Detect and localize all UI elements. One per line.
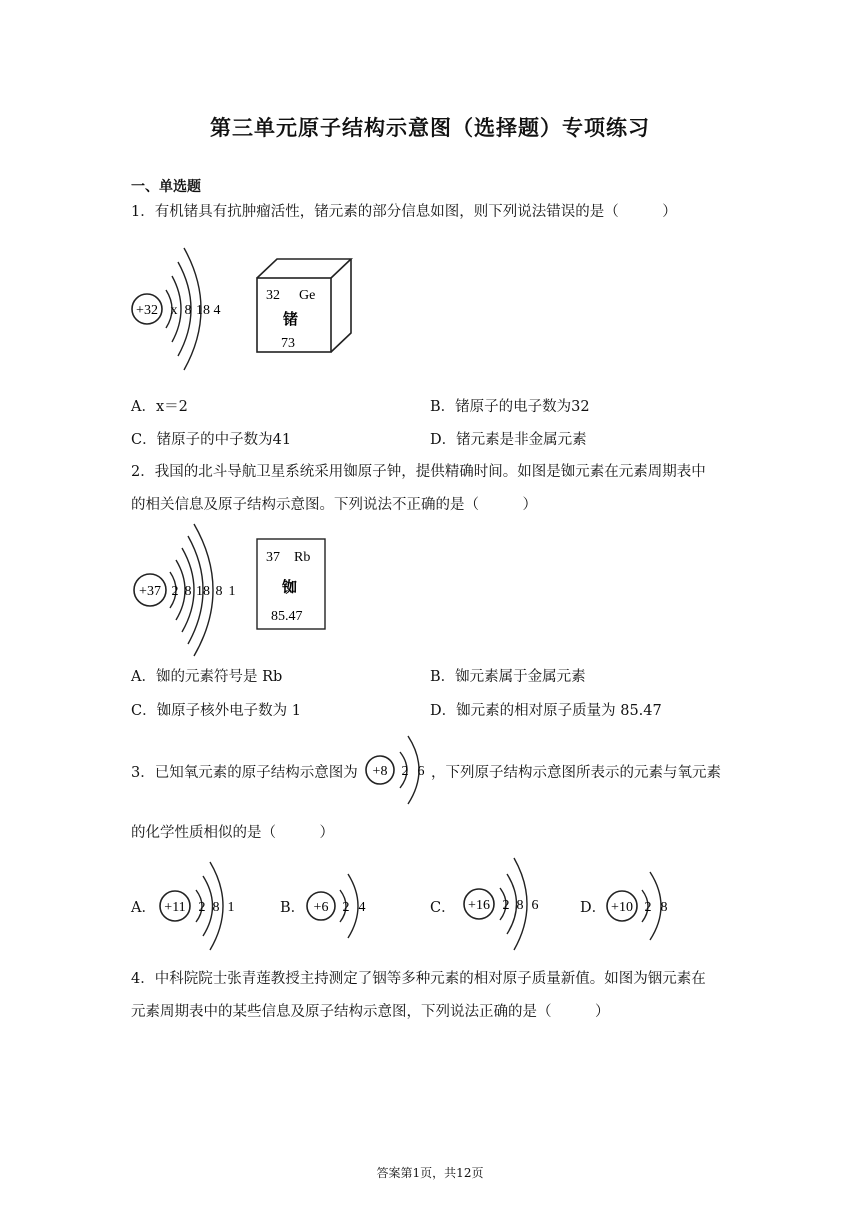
q2-element-name: 铷 [282,578,298,596]
q3a-shell-2: 8 [212,900,220,915]
q1-shell-4: 4 [213,303,221,318]
oxygen-shell-1: 2 [401,764,409,779]
question-1-stem: 1．有机锗具有抗肿瘤活性，锗元素的部分信息如图，则下列说法错误的是（ ） [131,204,677,220]
q3d-shell-2: 8 [660,900,668,915]
q2-atomic-mass: 85.47 [271,609,303,624]
q3b-shell-2: 4 [358,900,366,915]
q1-option-c: C．锗原子的中子数为41 [131,432,292,448]
oxygen-shell-2: 6 [417,764,425,779]
q2-shell-2: 8 [184,584,192,599]
q2-shell-5: 1 [228,584,236,599]
q3-option-d-label: D． [580,900,607,916]
page-footer: 答案第1页，共12页 [376,1166,484,1180]
question-2-stem-line2: 的相关信息及原子结构示意图。下列说法不正确的是（ ） [131,497,537,513]
question-4-stem-line1: 4．中科院院士张青莲教授主持测定了铟等多种元素的相对原子质量新值。如图为铟元素在 [131,971,706,987]
q1-symbol: Ge [299,288,316,303]
q3-option-b-label: B． [280,900,306,916]
q2-nucleus: +37 [139,584,161,599]
question-3-stem-line2: 的化学性质相似的是（ ） [131,825,334,841]
q2-option-d: D．铷元素的相对原子质量为 85.47 [430,703,662,719]
q3-option-c-diagram [460,852,550,956]
q2-atomic-number: 37 [266,550,280,565]
q3b-shell-1: 2 [342,900,350,915]
question-3-stem-part2: ，下列原子结构示意图所表示的元素与氧元素 [431,765,721,781]
q1-element-cube [254,256,354,356]
q3-option-d-diagram [604,866,684,946]
q2-symbol: Rb [294,550,311,565]
q3a-nucleus: +11 [164,900,186,915]
q3a-shell-3: 1 [227,900,235,915]
q2-shell-4: 8 [215,584,223,599]
section-heading: 一、单选题 [131,179,201,195]
question-4-stem-line2: 元素周期表中的某些信息及原子结构示意图，下列说法正确的是（ ） [131,1004,610,1020]
q1-shell-3: 18 [196,303,210,318]
q3c-shell-1: 2 [502,898,510,913]
q3-option-b-diagram [304,868,384,944]
q1-element-name: 锗 [283,310,299,328]
oxygen-nucleus: +8 [372,764,388,779]
q3c-shell-3: 6 [531,898,539,913]
q3d-shell-1: 2 [644,900,652,915]
q3-option-c-label: C． [430,900,456,916]
page-title: 第三单元原子结构示意图（选择题）专项练习 [210,116,650,140]
q2-element-box [256,538,326,630]
q1-atomic-mass: 73 [281,336,295,351]
q3b-nucleus: +6 [313,900,329,915]
q1-atomic-number: 32 [266,288,280,303]
oxygen-atom-diagram [362,728,437,814]
q1-option-b: B．锗原子的电子数为32 [430,399,590,415]
q3a-shell-1: 2 [198,900,206,915]
question-3-stem-part1: 3．已知氧元素的原子结构示意图为 [131,765,358,781]
q3-option-a-label: A． [131,900,156,916]
q1-option-a: A．x＝2 [131,399,188,415]
q3d-nucleus: +10 [611,900,633,915]
q1-nucleus: +32 [136,303,158,318]
q2-option-a: A．铷的元素符号是 Rb [131,669,283,685]
q1-shell-2: 8 [184,303,192,318]
q3-option-a-diagram [156,856,246,956]
q1-atom-diagram [128,240,238,380]
q1-shell-1: x [170,303,178,318]
q2-option-b: B．铷元素属于金属元素 [430,669,586,685]
q3c-shell-2: 8 [516,898,524,913]
q2-option-c: C．铷原子核外电子数为 1 [131,703,301,719]
q1-option-d: D．锗元素是非金属元素 [430,432,587,448]
question-2-stem-line1: 2．我国的北斗导航卫星系统采用铷原子钟，提供精确时间。如图是铷元素在元素周期表中 [131,464,706,480]
q2-atom-diagram [128,522,248,662]
q2-shell-1: 2 [171,584,179,599]
q2-shell-3: 18 [196,584,210,599]
q3c-nucleus: +16 [468,898,490,913]
